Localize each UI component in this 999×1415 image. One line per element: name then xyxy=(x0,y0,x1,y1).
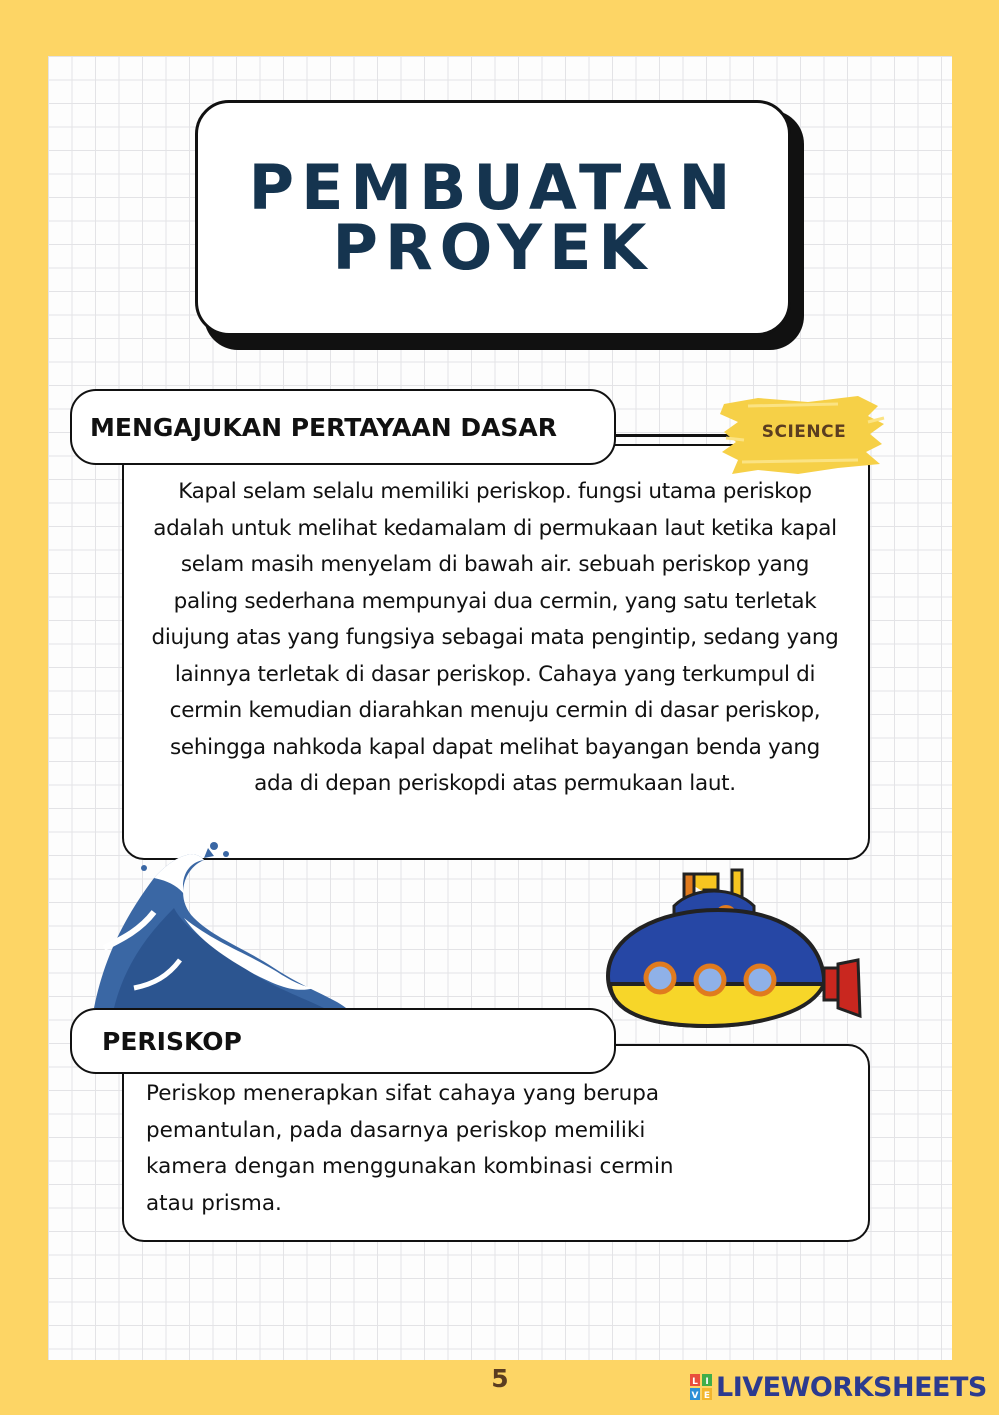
liveworksheets-logo xyxy=(690,1372,987,1402)
svg-text:E: E xyxy=(703,1391,711,1400)
svg-text:L: L xyxy=(692,1377,698,1387)
page-number: 5 xyxy=(491,1364,509,1393)
page-title-line-2: PROYEK xyxy=(332,211,654,284)
question-heading-tab xyxy=(70,389,616,465)
svg-text:I: I xyxy=(705,1377,709,1387)
periscope-heading: PERISKOP xyxy=(102,1026,242,1056)
science-sticker-label: SCIENCE xyxy=(761,422,847,442)
submarine-illustration xyxy=(598,866,864,1036)
svg-text:V: V xyxy=(691,1391,699,1400)
question-paragraph: Kapal selam selalu memiliki periskop. fungsi utama periskop adalah untuk melihat kedamalam di permukaan laut ketika kapal selam masih menyelam di bawah air. sebuah periskop yang paling sederhana mempunyai dua cermin, yang satu terletak diujung atas yang fungsiya sebagai mata pengintip, sedang yang lainnya terletak di dasar periskop. Cahaya yang terkumpul di cermin kemudian diarahkan menuju cermin di dasar periskop, sehingga nahkoda kapal dapat melihat bayangan benda yang ada di depan periskopdi atas permukaan laut. xyxy=(151,479,839,796)
periscope-heading-tab xyxy=(70,1008,616,1074)
wave-illustration xyxy=(84,838,352,1012)
periscope-paragraph: Periskop menerapkan sifat cahaya yang berupa pemantulan, pada dasarnya periskop memiliki kamera dengan menggunakan kombinasi cermin atau prisma. xyxy=(146,1081,674,1216)
liveworksheets-mark-icon xyxy=(690,1374,712,1400)
question-heading: MENGAJUKAN PERTAYAAN DASAR xyxy=(90,412,558,442)
liveworksheets-brand[interactable]: LIVEWORKSHEETS xyxy=(716,1371,987,1403)
title-box xyxy=(195,100,791,336)
page-title-line-1: PEMBUATAN xyxy=(248,151,738,224)
